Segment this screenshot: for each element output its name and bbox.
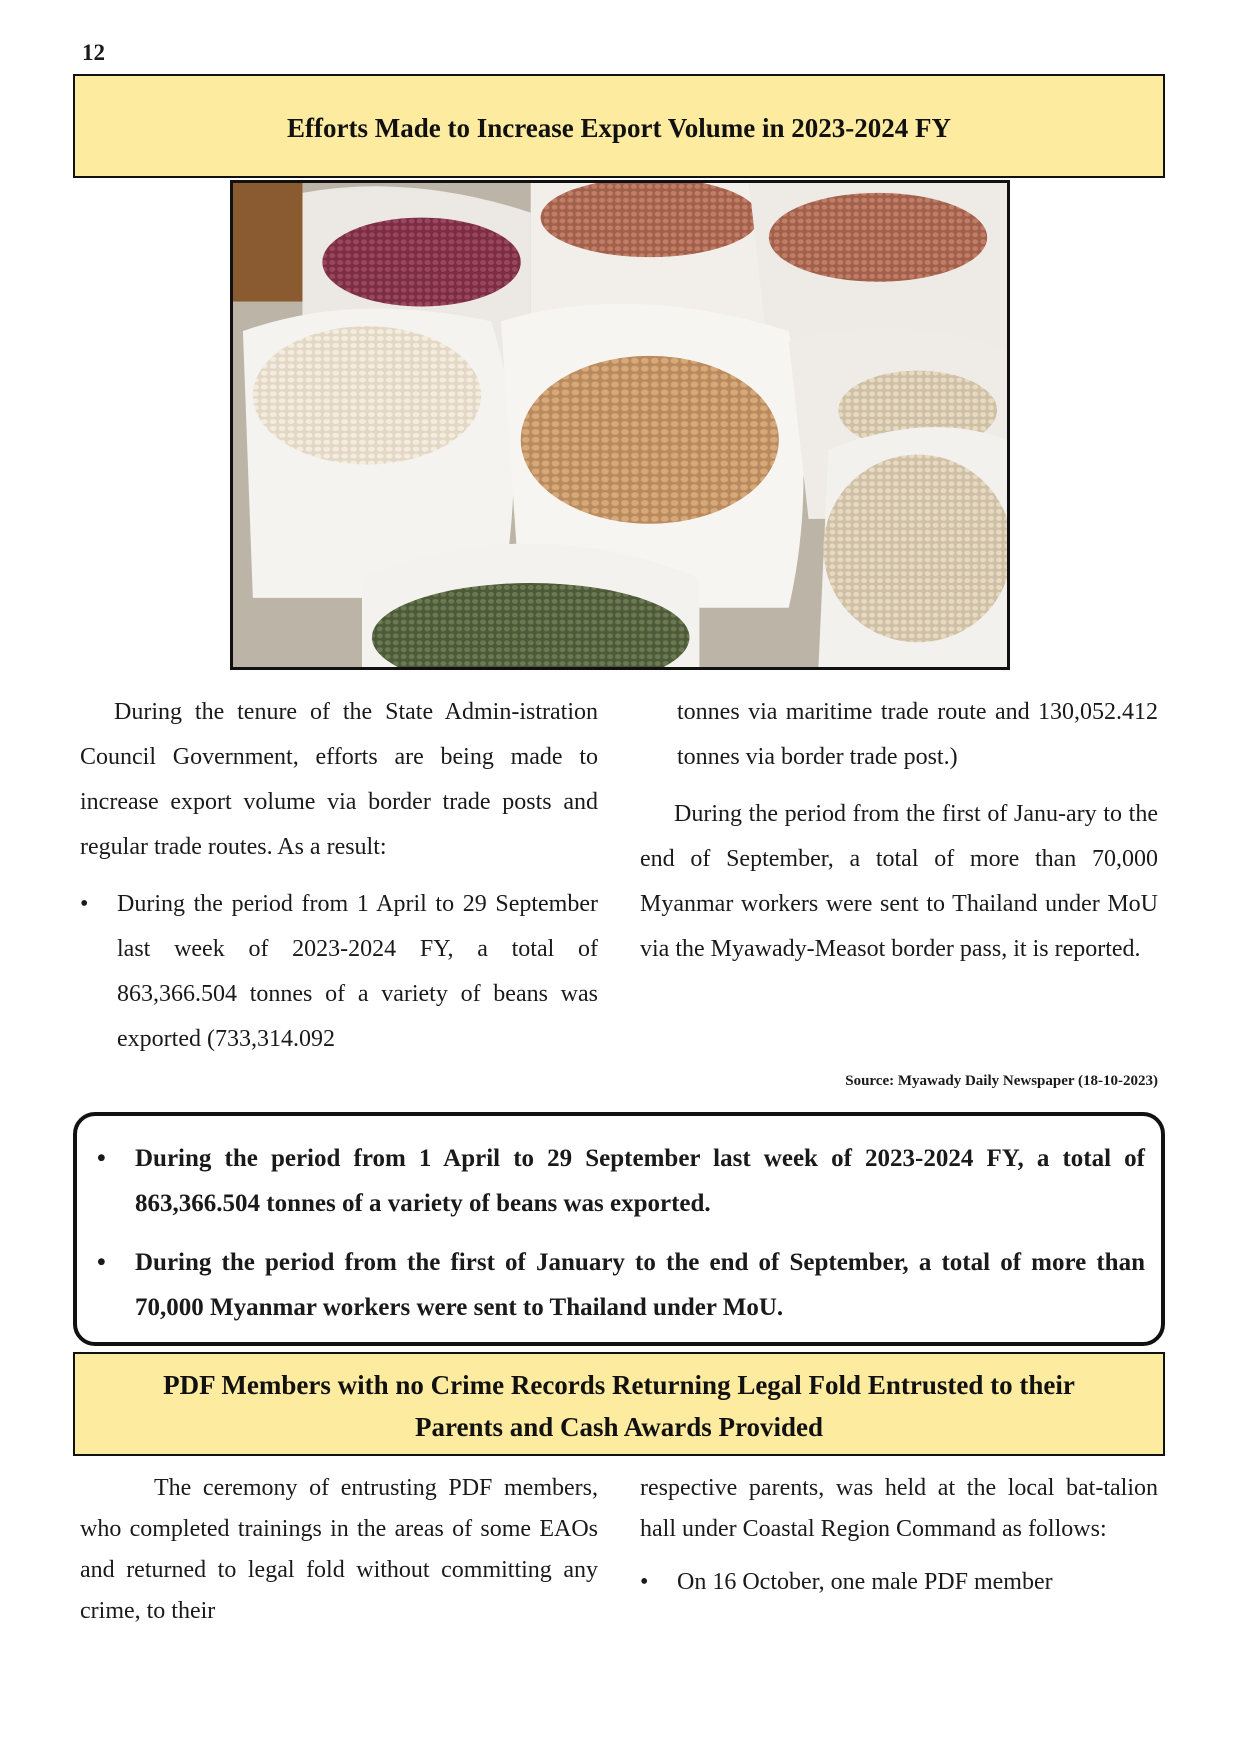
- pdf-right-column: [640, 1468, 1158, 1603]
- page-number: 12: [82, 40, 105, 65]
- export-bullet-item: • During the period from 1 April to 29 September last week of 2023-2024 FY, a total of 863,366.504 tonnes of a variety of beans was exported (733,314.092: [80, 882, 598, 1062]
- export-left-column: [80, 690, 598, 1062]
- section-title-pdf-members: [73, 1352, 1165, 1456]
- export-bullet-list: [80, 882, 598, 1062]
- key-point-item: • During the period from the first of January to the end of September, a total of more than 70,000 Myanmar workers were sent to Thailand under MoU.: [95, 1240, 1145, 1330]
- bean-sacks-photo: [230, 180, 1010, 670]
- key-points-box: [73, 1112, 1165, 1346]
- source-citation: Source: Myawady Daily Newspaper (18-10-2023): [845, 1073, 1158, 1089]
- pdf-bullet-list: [640, 1562, 1158, 1603]
- pdf-left-paragraph: The ceremony of entrusting PDF members, who completed trainings in the areas of some EAOs and returned to legal fold without committing any crime, to their: [80, 1475, 598, 1624]
- section-title-line: PDF Members with no Crime Records Returning Legal Fold Entrusted to their: [163, 1370, 1075, 1400]
- pdf-right-paragraph: respective parents, was held at the local bat-talion hall under Coastal Region Command as follows:: [640, 1475, 1158, 1542]
- export-continuation-text: tonnes via maritime trade route and 130,052.412 tonnes via border trade post.): [677, 699, 1158, 770]
- bean-sacks-illustration: [233, 183, 1007, 667]
- key-point-item: • During the period from 1 April to 29 September last week of 2023-2024 FY, a total of 863,366.504 tonnes of a variety of beans was exported.: [95, 1136, 1145, 1226]
- export-right-column: [640, 690, 1158, 972]
- section-title-line: Parents and Cash Awards Provided: [414, 1412, 824, 1442]
- export-intro-paragraph: During the tenure of the State Admin-istration Council Government, efforts are being made to increase export volume via border trade posts and regular trade routes. As a result:: [80, 699, 598, 860]
- section-title-export: Efforts Made to Increase Export Volume in 2023-2024 FY: [73, 74, 1165, 178]
- pdf-bullet-item: • On 16 October, one male PDF member: [640, 1562, 1158, 1603]
- pdf-left-column: [80, 1468, 598, 1632]
- workers-paragraph: During the period from the first of Janu-ary to the end of September, a total of more than 70,000 Myanmar workers were sent to Thailand under MoU via the Myawady-Measot border pass, it is reported.: [640, 801, 1158, 962]
